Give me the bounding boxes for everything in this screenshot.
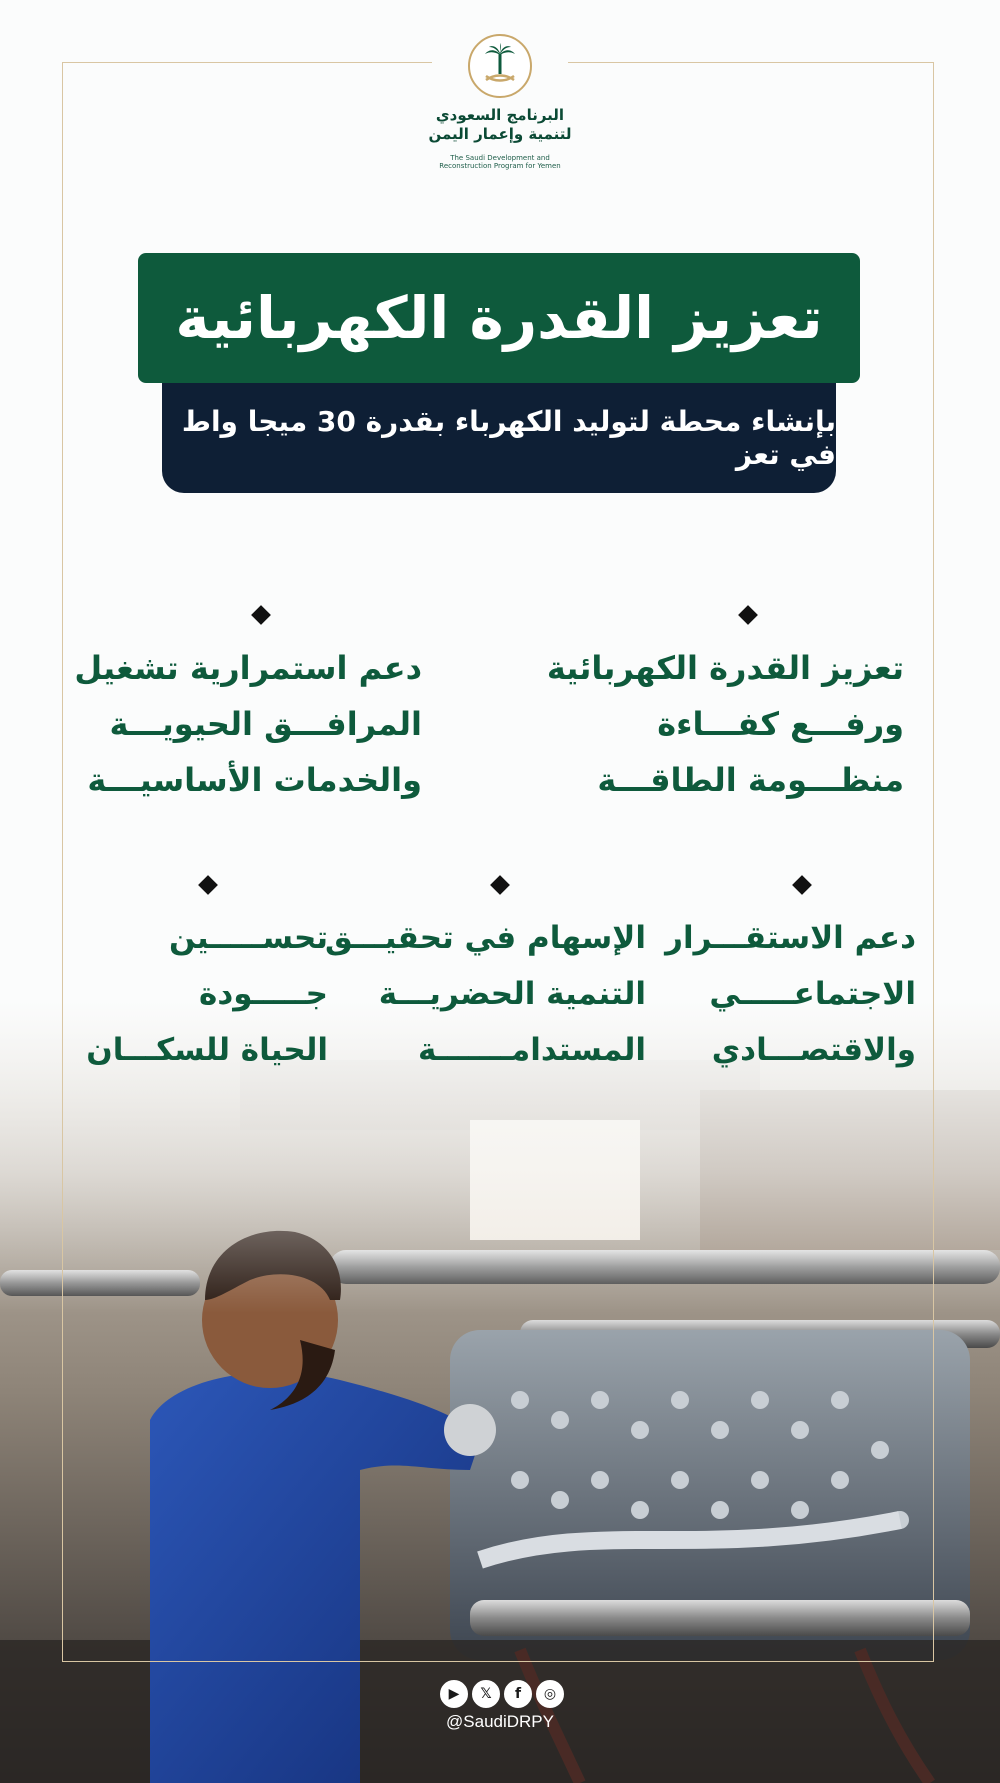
logo-arabic-line1: البرنامج السعودي bbox=[435, 106, 565, 124]
page-subtitle: بإنشاء محطة لتوليد الكهرباء بقدرة 30 ميجا واط في تعز bbox=[181, 405, 836, 471]
goal-item-line: المستدامـــــــة bbox=[418, 1032, 646, 1068]
goal-item bbox=[325, 910, 646, 1078]
goal-item-line: تحســـــين bbox=[168, 920, 328, 956]
youtube-icon[interactable]: ▶ bbox=[440, 1680, 468, 1708]
page-title: تعزيز القدرة الكهربائية bbox=[175, 284, 823, 352]
x-icon[interactable]: 𝕏 bbox=[472, 1680, 500, 1708]
facebook-icon[interactable]: f bbox=[504, 1680, 532, 1708]
logo-arabic-name bbox=[400, 106, 600, 144]
logo-english-line2: Reconstruction Program for Yemen bbox=[439, 162, 561, 171]
goal-item-line: الحياة للسكـــان bbox=[86, 1032, 328, 1068]
goal-item-line: ورفـــع كفـــاءة bbox=[657, 705, 904, 743]
goal-item-line: والخدمات الأساسيـــة bbox=[87, 761, 422, 799]
goal-item-line: جـــــودة bbox=[199, 976, 328, 1012]
goal-item-line: تعزيز القدرة الكهربائية bbox=[546, 649, 904, 687]
goal-item bbox=[86, 910, 328, 1078]
goal-item bbox=[546, 640, 904, 808]
palm-swords-emblem-icon bbox=[468, 34, 532, 98]
goal-item bbox=[74, 640, 422, 808]
goal-item-line: دعم استمرارية تشغيل bbox=[74, 649, 422, 687]
goal-item bbox=[665, 910, 916, 1078]
logo-arabic-line2: لتنمية وإعمار اليمن bbox=[428, 124, 572, 143]
title-banner bbox=[138, 253, 860, 383]
goal-item-line: والاقتصـــادي bbox=[711, 1032, 916, 1068]
goal-item-line: دعم الاستقـــرار bbox=[665, 920, 916, 956]
subtitle-banner bbox=[162, 383, 836, 493]
goal-item-line: منظـــومة الطاقـــة bbox=[597, 761, 904, 799]
social-handle[interactable]: @SaudiDRPY bbox=[446, 1712, 554, 1731]
logo-english-line1: The Saudi Development and bbox=[450, 154, 550, 162]
instagram-icon[interactable]: ◎ bbox=[536, 1680, 564, 1708]
goal-item-line: المرافـــق الحيويـــة bbox=[109, 705, 422, 743]
goal-item-line: الإسهام في تحقيـــق bbox=[325, 920, 646, 956]
logo-english-name bbox=[410, 154, 590, 171]
social-icons bbox=[432, 1680, 572, 1712]
goal-item-line: التنمية الحضريـــة bbox=[378, 976, 646, 1012]
goal-item-line: الاجتماعـــــي bbox=[709, 976, 916, 1012]
